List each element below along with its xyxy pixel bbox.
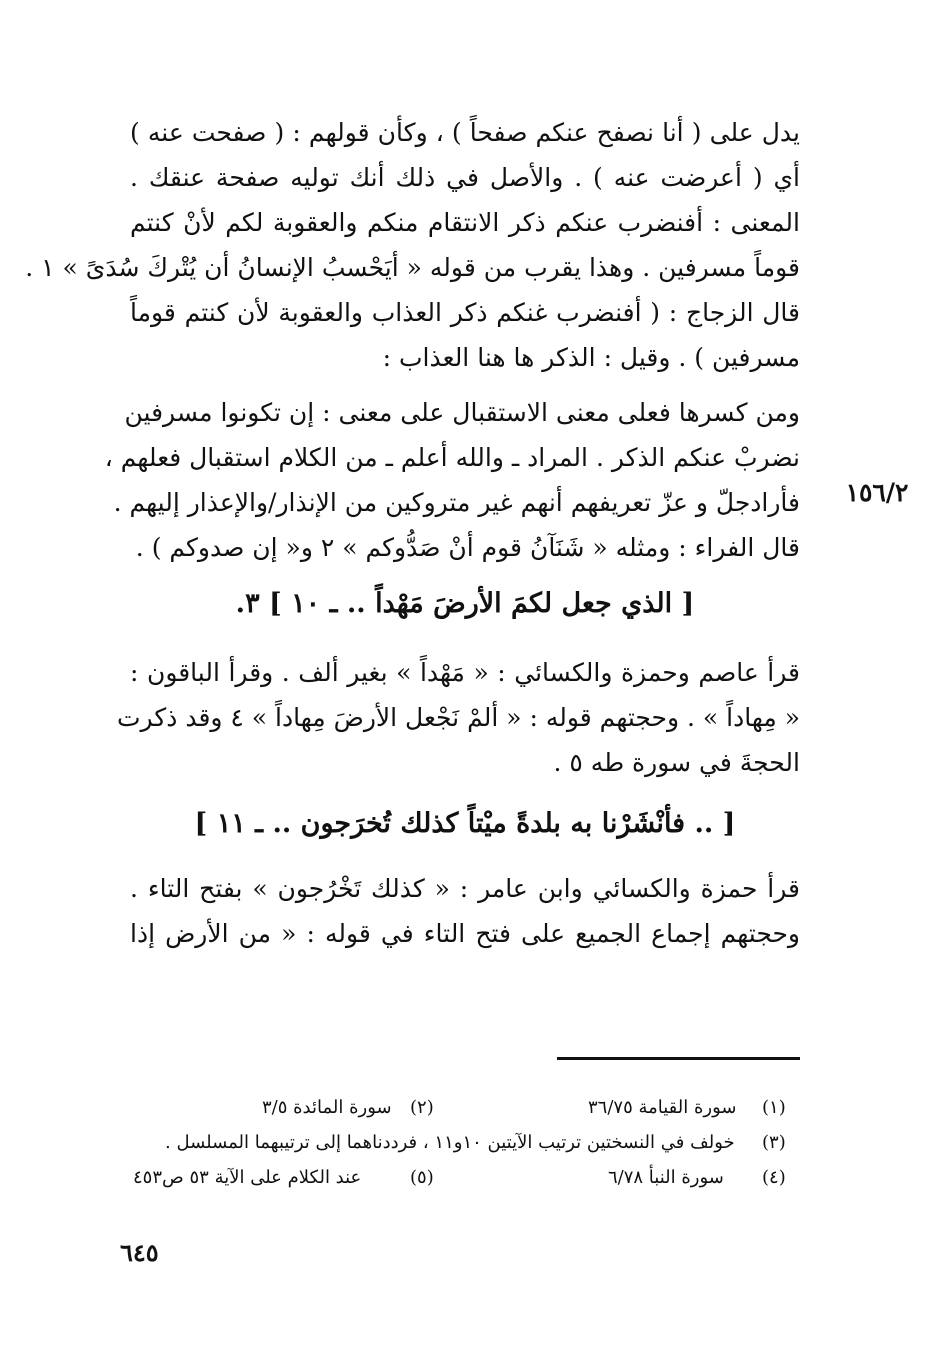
text-line: قوماً مسرفين . وهذا يقرب من قوله « أيَحْسبُ الإنسانُ أن يُتْركَ سُدَىً » ١ .	[25, 253, 800, 282]
footnote-5-text: عند الكلام على الآية ٥٣ ص٤٥٣	[133, 1167, 362, 1188]
text-line: الحجةَ في سورة طه ٥ .	[553, 748, 800, 777]
page-number: ٦٤٥	[120, 1238, 159, 1267]
margin-page-reference: ١٥٦/٢	[845, 478, 909, 507]
footnote-4-text: سورة النبأ ٦/٧٨	[608, 1167, 724, 1188]
text-line: ومن كسرها فعلى معنى الاستقبال على معنى : إن تكونوا مسرفين	[124, 398, 800, 427]
footnote-2-text: سورة المائدة ٣/٥	[262, 1097, 392, 1118]
footnote-3-number: (٣)	[762, 1132, 786, 1153]
paragraph-3	[117, 650, 800, 785]
text-line: فأرادجلّ و عزّ تعريفهم أنهم غير متروكين من الإنذار/والإعذار إليهم .	[113, 488, 800, 517]
text-line: المعنى : أفنضرب عنكم ذكر الانتقام منكم والعقوبة لكم لأنْ كنتم	[130, 208, 800, 237]
footnote-5-number: (٥)	[410, 1167, 434, 1188]
text-line: قرأ حمزة والكسائي وابن عامر : « كذلك تَخْرُجون » بفتح التاء .	[130, 874, 800, 903]
paragraph-4	[130, 866, 800, 956]
text-line: مسرفين ) . وقيل : الذكر ها هنا العذاب :	[382, 343, 800, 372]
text-line: أي ( أعرضت عنه ) . والأصل في ذلك أنك توليه صفحة عنقك .	[130, 163, 800, 192]
paragraph-2	[104, 390, 800, 570]
footnote-separator	[557, 1057, 800, 1060]
text-line: نضربْ عنكم الذكر . المراد ـ والله أعلم ـ من الكلام استقبال فعلهم ،	[104, 443, 800, 472]
footnote-1-number: (١)	[762, 1097, 786, 1118]
text-line: « مِهاداً » . وحجتهم قوله : « ألمْ نَجْعل الأرضَ مِهاداً » ٤ وقد ذكرت	[117, 703, 800, 732]
text-line: وحجتهم إجماع الجميع على فتح التاء في قوله : « من الأرض إذا	[130, 919, 800, 948]
footnote-4-number: (٤)	[762, 1167, 786, 1188]
verse-heading-11: [ .. فأنْشَرْنا به بلدةً ميْتاً كذلك تُخرَجون .. ـ ١١ ]	[194, 808, 736, 839]
text-line: قرأ عاصم وحمزة والكسائي : « مَهْداً » بغير ألف . وقرأ الباقون :	[130, 658, 800, 687]
text-line: قال الزجاج : ( أفنضرب غنكم ذكر العذاب والعقوبة لأن كنتم قوماً	[130, 298, 800, 327]
paragraph-1	[25, 110, 800, 380]
footnote-3-text: خولف في النسختين ترتيب الآيتين ١٠و١١ ، فرددناهما إلى ترتيبهما المسلسل .	[165, 1132, 735, 1153]
text-line: قال الفراء : ومثله « شَنَآنُ قوم أنْ صَدُّوكم » ٢ و« إن صدوكم ) .	[135, 533, 800, 562]
footnote-1-text: سورة القيامة ٣٦/٧٥	[588, 1097, 737, 1118]
footnote-2-number: (٢)	[410, 1097, 434, 1118]
text-line: يدل على ( أنا نصفح عنكم صفحاً ) ، وكأن قولهم : ( صفحت عنه )	[130, 118, 800, 147]
verse-heading-10: [ الذي جعل لكمَ الأرضَ مَهْداً .. ـ ١٠ ] ٣.	[235, 588, 695, 619]
